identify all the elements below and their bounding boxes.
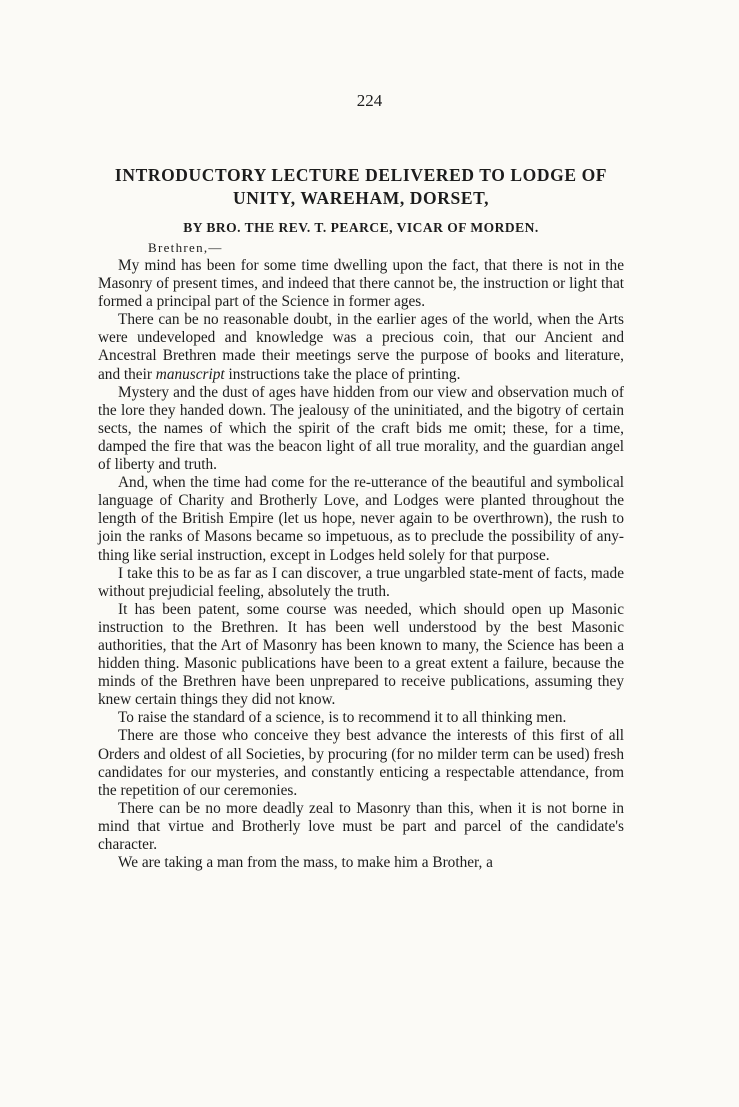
paragraph: There can be no more deadly zeal to Masonry than this, when it is not borne in mind that virtue and Brotherly love must be part and parcel of the candidate's character. (98, 799, 624, 853)
emphasis-text: manuscript (155, 365, 225, 383)
paragraph: There are those who conceive they best advance the interests of this first of all Orders and oldest of all Societies, by procuring (for no milder term can be used) fresh candidates for our mysteries, and constantly enticing a respectable attendance, from the repetition of our ceremonies. (98, 727, 624, 799)
article-body (98, 257, 624, 872)
title-line-2: UNITY, WAREHAM, DORSET, (232, 188, 490, 208)
paragraph: To raise the standard of a science, is to recommend it to all thinking men. (118, 709, 567, 727)
article-title (98, 164, 624, 210)
byline: BY BRO. THE REV. T. PEARCE, VICAR OF MORDEN. (183, 220, 539, 235)
title-line-1: INTRODUCTORY LECTURE DELIVERED TO LODGE OF (114, 165, 608, 185)
page-number: 224 (356, 91, 383, 110)
paragraph: Mystery and the dust of ages have hidden from our view and observation much of the lore they handed down. The jealousy of the uninitiated, and the bigotry of certain sects, the names of which the spirit of the craft bids me omit; these, for a time, damped the fire that was the beacon light of all true morality, and the guardian angel of liberty and truth. (98, 383, 624, 474)
page-content (98, 88, 624, 872)
salutation: Brethren,— (148, 240, 223, 255)
paragraph: And, when the time had come for the re-utterance of the beautiful and symbolical language of Charity and Brotherly Love, and Lodges were planted throughout the length of the British Empire (let us hope, never again to be overthrown), the rush to join the ranks of Masons became so impetuous, as to preclude the possibility of any-thing like serial instruction, except in Lodges held solely for that purpose. (98, 474, 624, 564)
paragraph: My mind has been for some time dwelling upon the fact, that there is not in the Masonry of present times, and indeed that there cannot be, the instruction or light that formed a principal part of the Science in former ages. (98, 257, 624, 311)
paragraph (98, 311, 624, 383)
paragraph: It has been patent, some course was needed, which should open up Masonic instruction to the Brethren. It has been well understood by the best Masonic authorities, that the Art of Masonry has been known to many, the Science has been a hidden thing. Masonic publications have been to a great extent a failure, because the minds of the Brethren have been unprepared to receive publications, assuming they knew certain things they did not know. (98, 600, 624, 709)
paragraph-text: There can be no reasonable doubt, in the earlier ages of the world, when the Arts were undeveloped and knowledge was a precious coin, that our Ancient and Ancestral Brethren made their meetings serve the purpose of books and literature, and their (98, 311, 624, 383)
paragraph: I take this to be as far as I can discover, a true ungarbled state-ment of facts, made without prejudicial feeling, absolutely the truth. (98, 564, 624, 600)
paragraph: We are taking a man from the mass, to make him a Brother, a (118, 854, 493, 872)
paragraph-text: instructions take the place of printing. (224, 365, 461, 383)
